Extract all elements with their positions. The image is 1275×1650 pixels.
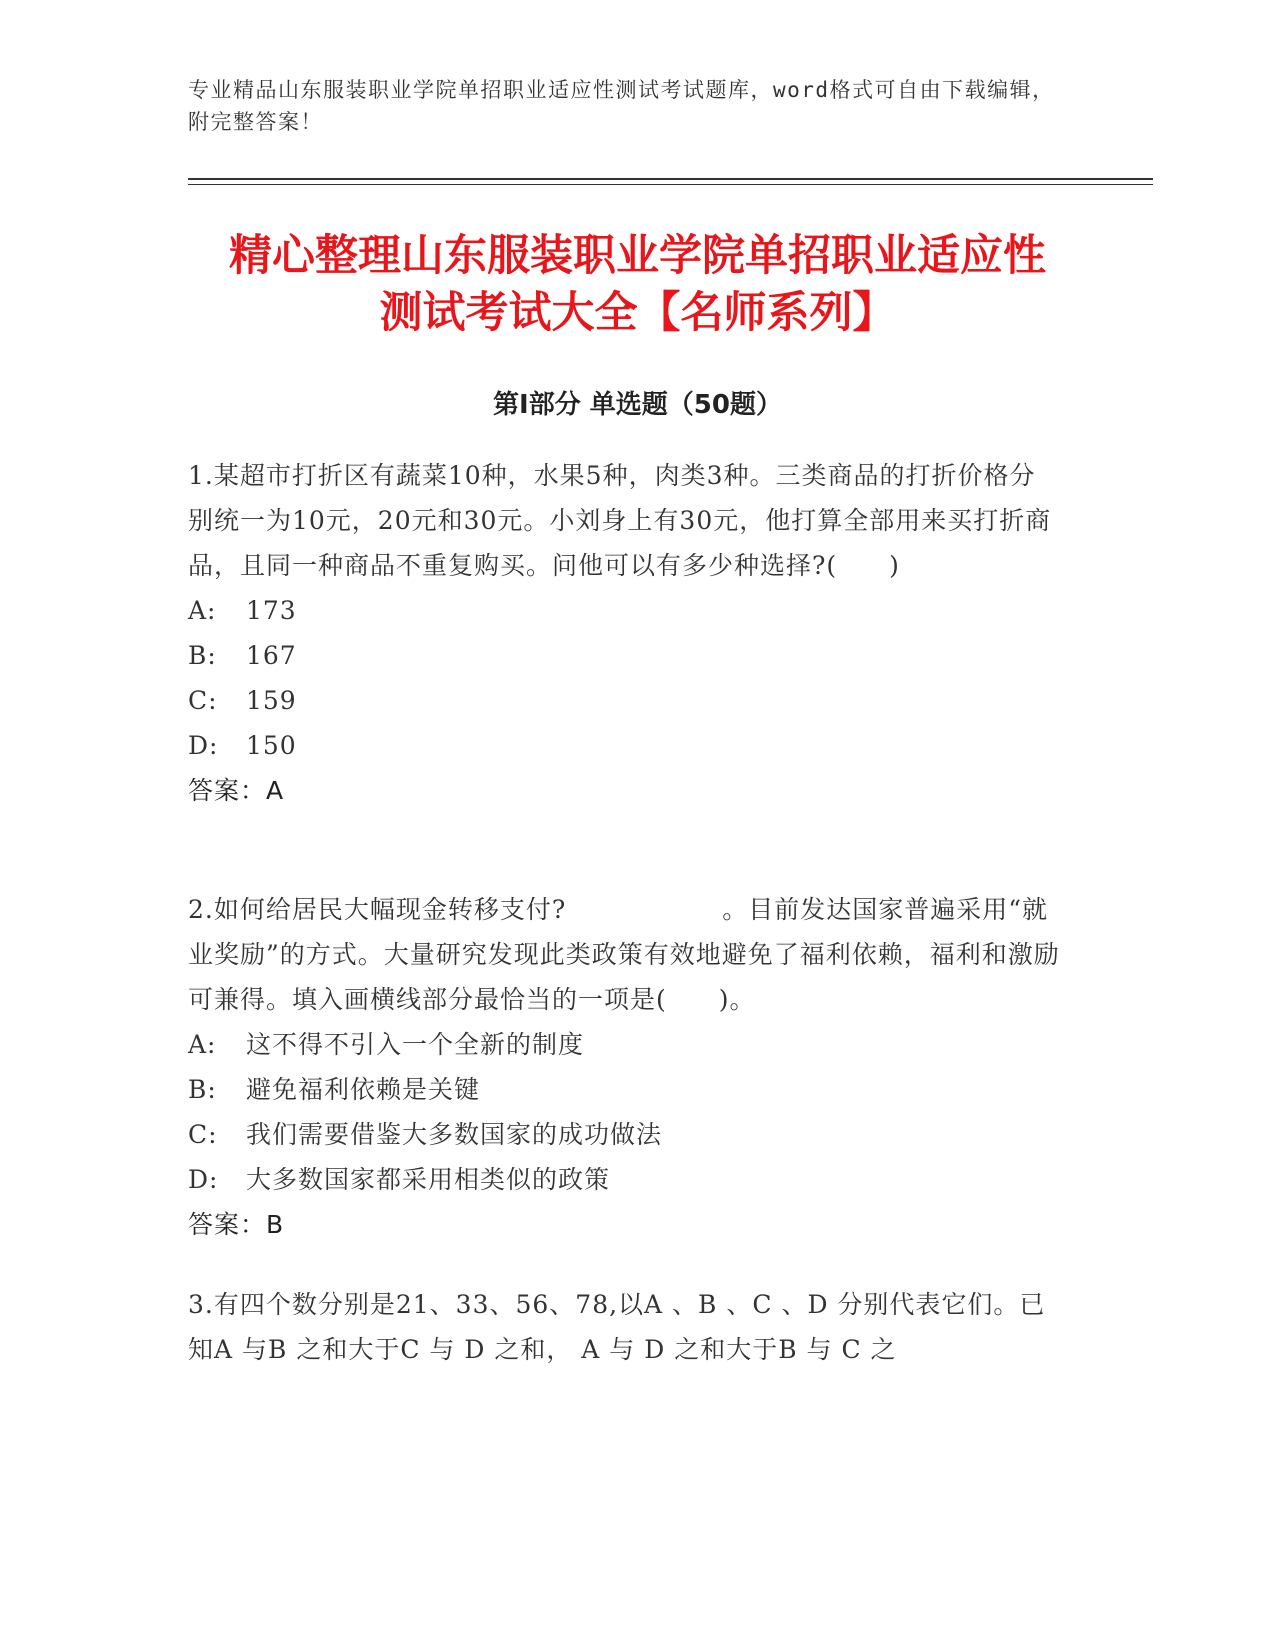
option-a (188, 588, 1068, 633)
option-label: D: (188, 1165, 219, 1194)
option-b (188, 633, 1068, 678)
question-3 (188, 1282, 1068, 1372)
option-label: C: (188, 686, 218, 715)
option-label: D: (188, 731, 219, 760)
option-d (188, 1157, 1068, 1202)
option-text: 167 (246, 641, 297, 670)
option-text: 150 (246, 731, 297, 760)
option-c (188, 678, 1068, 723)
option-text: 173 (246, 596, 297, 625)
option-text: 这不得不引入一个全新的制度 (246, 1030, 585, 1059)
header-note: 专业精品山东服装职业学院单招职业适应性测试考试题库，word格式可自由下载编辑，附完整答案！ (188, 78, 1055, 134)
option-label: B: (188, 641, 217, 670)
header-rule-thin (188, 184, 1153, 185)
title-line-1: 精心整理山东服装职业学院单招职业适应性 (229, 231, 1046, 281)
option-a (188, 1022, 1068, 1067)
option-label: B: (188, 1075, 217, 1104)
question-text: 1.某超市打折区有蔬菜10种，水果5种，肉类3种。三类商品的打折价格分 别统一为10元，20元和30元。小刘身上有30元，他打算全部用来买打折商品，且同一种商品不重复购买。问他可以有多少种选择?( ) (188, 461, 1052, 580)
option-label: A: (188, 1030, 217, 1059)
section-heading: 第Ⅰ部分 单选题（50题） (493, 390, 782, 420)
option-label: C: (188, 1120, 218, 1149)
option-b (188, 1067, 1068, 1112)
title-line-2: 测试考试大全【名师系列】 (379, 288, 896, 338)
document-title (150, 228, 1125, 342)
header-rule-thick (188, 178, 1153, 180)
answer-line: 答案：B (188, 1210, 285, 1239)
option-text: 159 (246, 686, 297, 715)
question-1 (188, 453, 1068, 813)
question-2 (188, 887, 1068, 1247)
option-d (188, 723, 1068, 768)
question-text: 3.有四个数分别是21、33、56、78,以A 、B 、C 、D 分别代表它们。已知A 与B 之和大于C 与 D 之和， A 与 D 之和大于B 与 C 之 (188, 1290, 1046, 1364)
option-text: 我们需要借鉴大多数国家的成功做法 (246, 1120, 663, 1149)
question-text: 2.如何给居民大幅现金转移支付? 。目前发达国家普遍采用“就业奖励”的方式。大量研究发现此类政策有效地避免了福利依赖，福利和激励可兼得。填入画横线部分最恰当的一项是( )。 (188, 895, 1060, 1014)
option-c (188, 1112, 1068, 1157)
option-text: 避免福利依赖是关键 (246, 1075, 481, 1104)
option-label: A: (188, 596, 217, 625)
option-text: 大多数国家都采用相类似的政策 (246, 1165, 611, 1194)
answer-line: 答案：A (188, 776, 285, 805)
